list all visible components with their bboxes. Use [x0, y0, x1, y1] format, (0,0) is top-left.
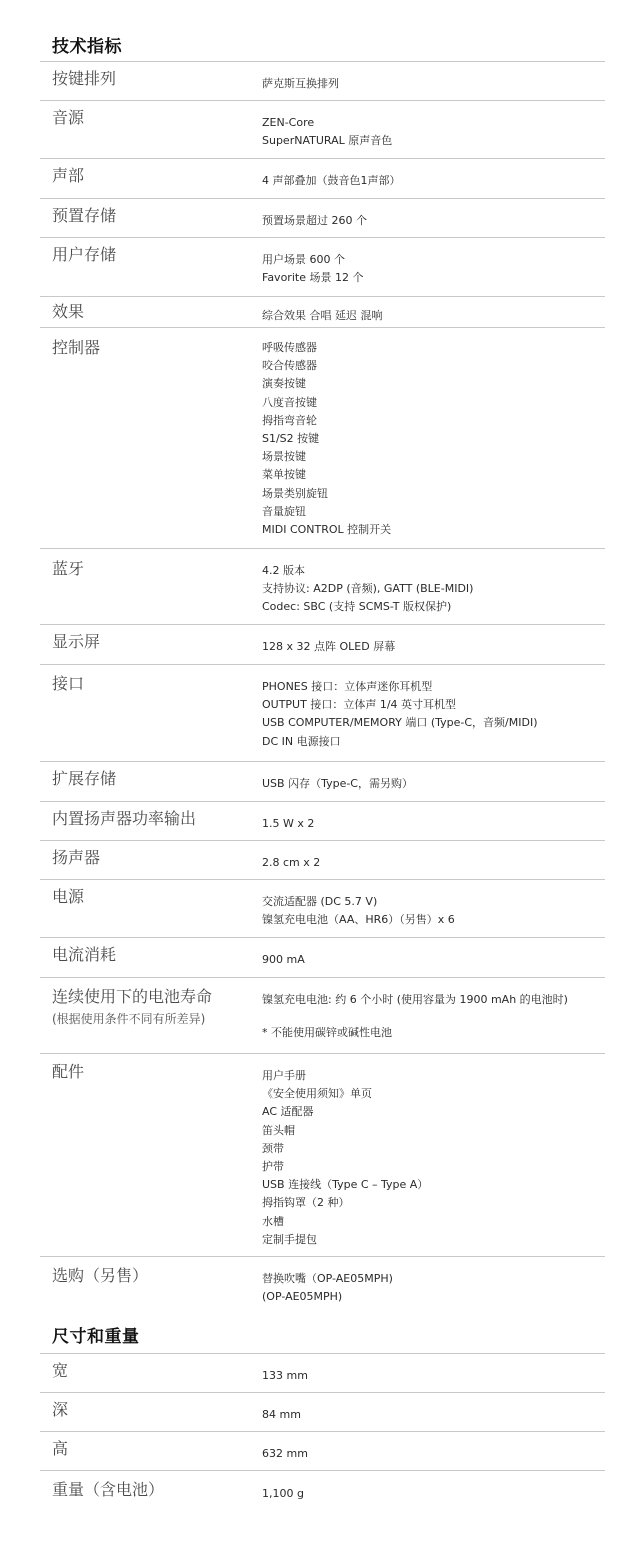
- spec-row-sound-source: [40, 100, 605, 158]
- row-value: 萨克斯互换排列: [262, 77, 339, 90]
- section-title-specs: 技术指标: [52, 37, 122, 57]
- row-values: [262, 251, 363, 287]
- row-value: Codec: SBC (支持 SCMS-T 版权保护): [262, 600, 452, 614]
- row-label: 蓝牙: [52, 559, 85, 578]
- row-value: 呼吸传感器: [262, 341, 317, 354]
- row-value: USB 闪存（Type-C，需另购）: [262, 777, 413, 790]
- spec-row-battery-life: [40, 977, 605, 1053]
- specs-table: [40, 61, 605, 1306]
- row-label: 高: [52, 1439, 69, 1458]
- row-value: 用户场景 600 个: [262, 253, 345, 266]
- row-value: USB 连接线（Type C – Type A）: [262, 1178, 429, 1192]
- row-value: 133 mm: [262, 1369, 308, 1382]
- row-value: Favorite 场景 12 个: [262, 271, 364, 285]
- row-values: [262, 307, 383, 325]
- row-sublabel: (根据使用条件不同有所差异): [52, 1012, 206, 1026]
- row-values: [262, 1485, 304, 1503]
- dim-row-height: [40, 1431, 605, 1470]
- spec-row-power-supply: [40, 879, 605, 937]
- row-values: [262, 1067, 428, 1249]
- row-values: [262, 1406, 301, 1424]
- spec-row-speaker-output: [40, 801, 605, 840]
- row-value: 4 声部叠加（鼓音色1声部）: [262, 174, 401, 187]
- row-value: 护带: [262, 1160, 284, 1174]
- row-label: 扬声器: [52, 848, 101, 867]
- dim-row-width: [40, 1353, 605, 1392]
- row-values: [262, 114, 392, 150]
- row-value: 4.2 版本: [262, 564, 305, 577]
- spec-row-preset-memory: [40, 198, 605, 237]
- row-value: 笛头帽: [262, 1123, 295, 1137]
- row-values: [262, 951, 305, 969]
- row-values: [262, 562, 473, 617]
- row-values: [262, 854, 320, 872]
- row-label: 电流消耗: [52, 945, 117, 964]
- row-value: 颈带: [262, 1141, 284, 1155]
- row-values: [262, 1367, 308, 1385]
- row-values: [262, 75, 339, 93]
- row-value: 1.5 W x 2: [262, 817, 315, 830]
- row-values: [262, 638, 395, 656]
- row-value: 定制手提包: [262, 1232, 317, 1246]
- row-value: SuperNATURAL 原声音色: [262, 134, 393, 148]
- row-value: (OP-AE05MPH): [262, 1290, 343, 1304]
- row-value: 1,100 g: [262, 1487, 304, 1500]
- row-label: 配件: [52, 1062, 85, 1081]
- row-label: 用户存储: [52, 245, 117, 264]
- spec-row-user-memory: [40, 237, 605, 296]
- row-label: 连续使用下的电池寿命: [52, 987, 213, 1006]
- row-value: 拇指弯音轮: [262, 413, 317, 427]
- row-label: 显示屏: [52, 632, 101, 651]
- row-label: 音源: [52, 108, 85, 127]
- row-value: 替换吹嘴（OP-AE05MPH): [262, 1272, 393, 1285]
- row-label: 声部: [52, 166, 85, 185]
- row-value: 用户手册: [262, 1069, 306, 1082]
- row-value: 咬合传感器: [262, 359, 317, 373]
- row-values: [262, 678, 538, 751]
- row-label: 按键排列: [52, 69, 117, 88]
- row-value: 交流适配器 (DC 5.7 V): [262, 895, 378, 908]
- row-value: 水槽: [262, 1214, 284, 1228]
- row-label: 内置扬声器功率输出: [52, 809, 197, 828]
- row-label: 宽: [52, 1361, 69, 1380]
- row-value: AC 适配器: [262, 1105, 314, 1119]
- row-value: 镍氢充电电池（AA、HR6）（另售）x 6: [262, 913, 455, 927]
- spec-row-options: [40, 1256, 605, 1306]
- row-value: 音量旋钮: [262, 504, 306, 518]
- section-title-dimensions: 尺寸和重量: [52, 1327, 140, 1347]
- spec-row-connectors: [40, 664, 605, 761]
- row-value: MIDI CONTROL 控制开关: [262, 523, 392, 537]
- spec-row-parts: [40, 158, 605, 198]
- spec-row-speakers: [40, 840, 605, 879]
- row-label: 控制器: [52, 338, 101, 357]
- row-value: PHONES 接口：立体声迷你耳机型: [262, 680, 433, 693]
- row-value: 综合效果 合唱 延迟 混响: [262, 309, 383, 322]
- spec-row-controllers: [40, 327, 605, 548]
- row-value: 场景类别旋钮: [262, 486, 328, 500]
- spec-row-current-draw: [40, 937, 605, 977]
- row-label: 预置存储: [52, 206, 117, 225]
- row-label: 选购（另售）: [52, 1266, 149, 1285]
- row-value: 镍氢充电电池: 约 6 个小时 (使用容量为 1900 mAh 的电池时): [262, 993, 568, 1006]
- row-values: [262, 1445, 308, 1463]
- spec-row-accessories: [40, 1053, 605, 1256]
- row-label: 效果: [52, 302, 85, 321]
- dim-row-depth: [40, 1392, 605, 1431]
- row-value: 八度音按键: [262, 395, 317, 409]
- row-label: 扩展存储: [52, 769, 117, 788]
- row-value: ZEN-Core: [262, 116, 315, 129]
- row-value: 2.8 cm x 2: [262, 856, 321, 869]
- dimensions-table: [40, 1353, 605, 1512]
- row-value: S1/S2 按键: [262, 432, 320, 446]
- row-value: 632 mm: [262, 1447, 308, 1460]
- row-values: [262, 339, 391, 539]
- row-label: 深: [52, 1400, 69, 1419]
- row-label: 重量（含电池）: [52, 1480, 165, 1499]
- row-values: [262, 991, 568, 1009]
- row-value: 演奏按键: [262, 377, 306, 391]
- spec-row-external-memory: [40, 761, 605, 801]
- spec-row-bluetooth: [40, 548, 605, 624]
- row-label: 电源: [52, 887, 85, 906]
- row-value: USB COMPUTER/MEMORY 端口 (Type-C，音频/MIDI): [262, 716, 538, 730]
- row-values: [262, 172, 401, 190]
- row-value: 拇指钩罩（2 种）: [262, 1196, 350, 1210]
- row-values: [262, 775, 413, 793]
- row-values: [262, 1270, 393, 1306]
- row-value: 菜单按键: [262, 468, 306, 482]
- row-value: 《安全使用须知》单页: [262, 1087, 372, 1101]
- row-note: * 不能使用碳锌或碱性电池: [262, 1026, 392, 1039]
- row-value: 84 mm: [262, 1408, 301, 1421]
- row-values: [262, 893, 455, 929]
- row-value: 900 mA: [262, 953, 305, 966]
- row-label: 接口: [52, 674, 85, 693]
- row-values: [262, 815, 314, 833]
- row-values: [262, 212, 367, 230]
- spec-row-effects: [40, 296, 605, 327]
- row-value: 预置场景超过 260 个: [262, 214, 367, 227]
- row-value: 128 x 32 点阵 OLED 屏幕: [262, 640, 396, 653]
- spec-row-display: [40, 624, 605, 664]
- row-value: OUTPUT 接口：立体声 1/4 英寸耳机型: [262, 698, 457, 712]
- spec-row-key-layout: [40, 61, 605, 100]
- row-value: 支持协议: A2DP (音频), GATT (BLE-MIDI): [262, 582, 474, 596]
- dim-row-weight: [40, 1470, 605, 1512]
- row-value: 场景按键: [262, 450, 306, 464]
- row-value: DC IN 电源接口: [262, 734, 341, 748]
